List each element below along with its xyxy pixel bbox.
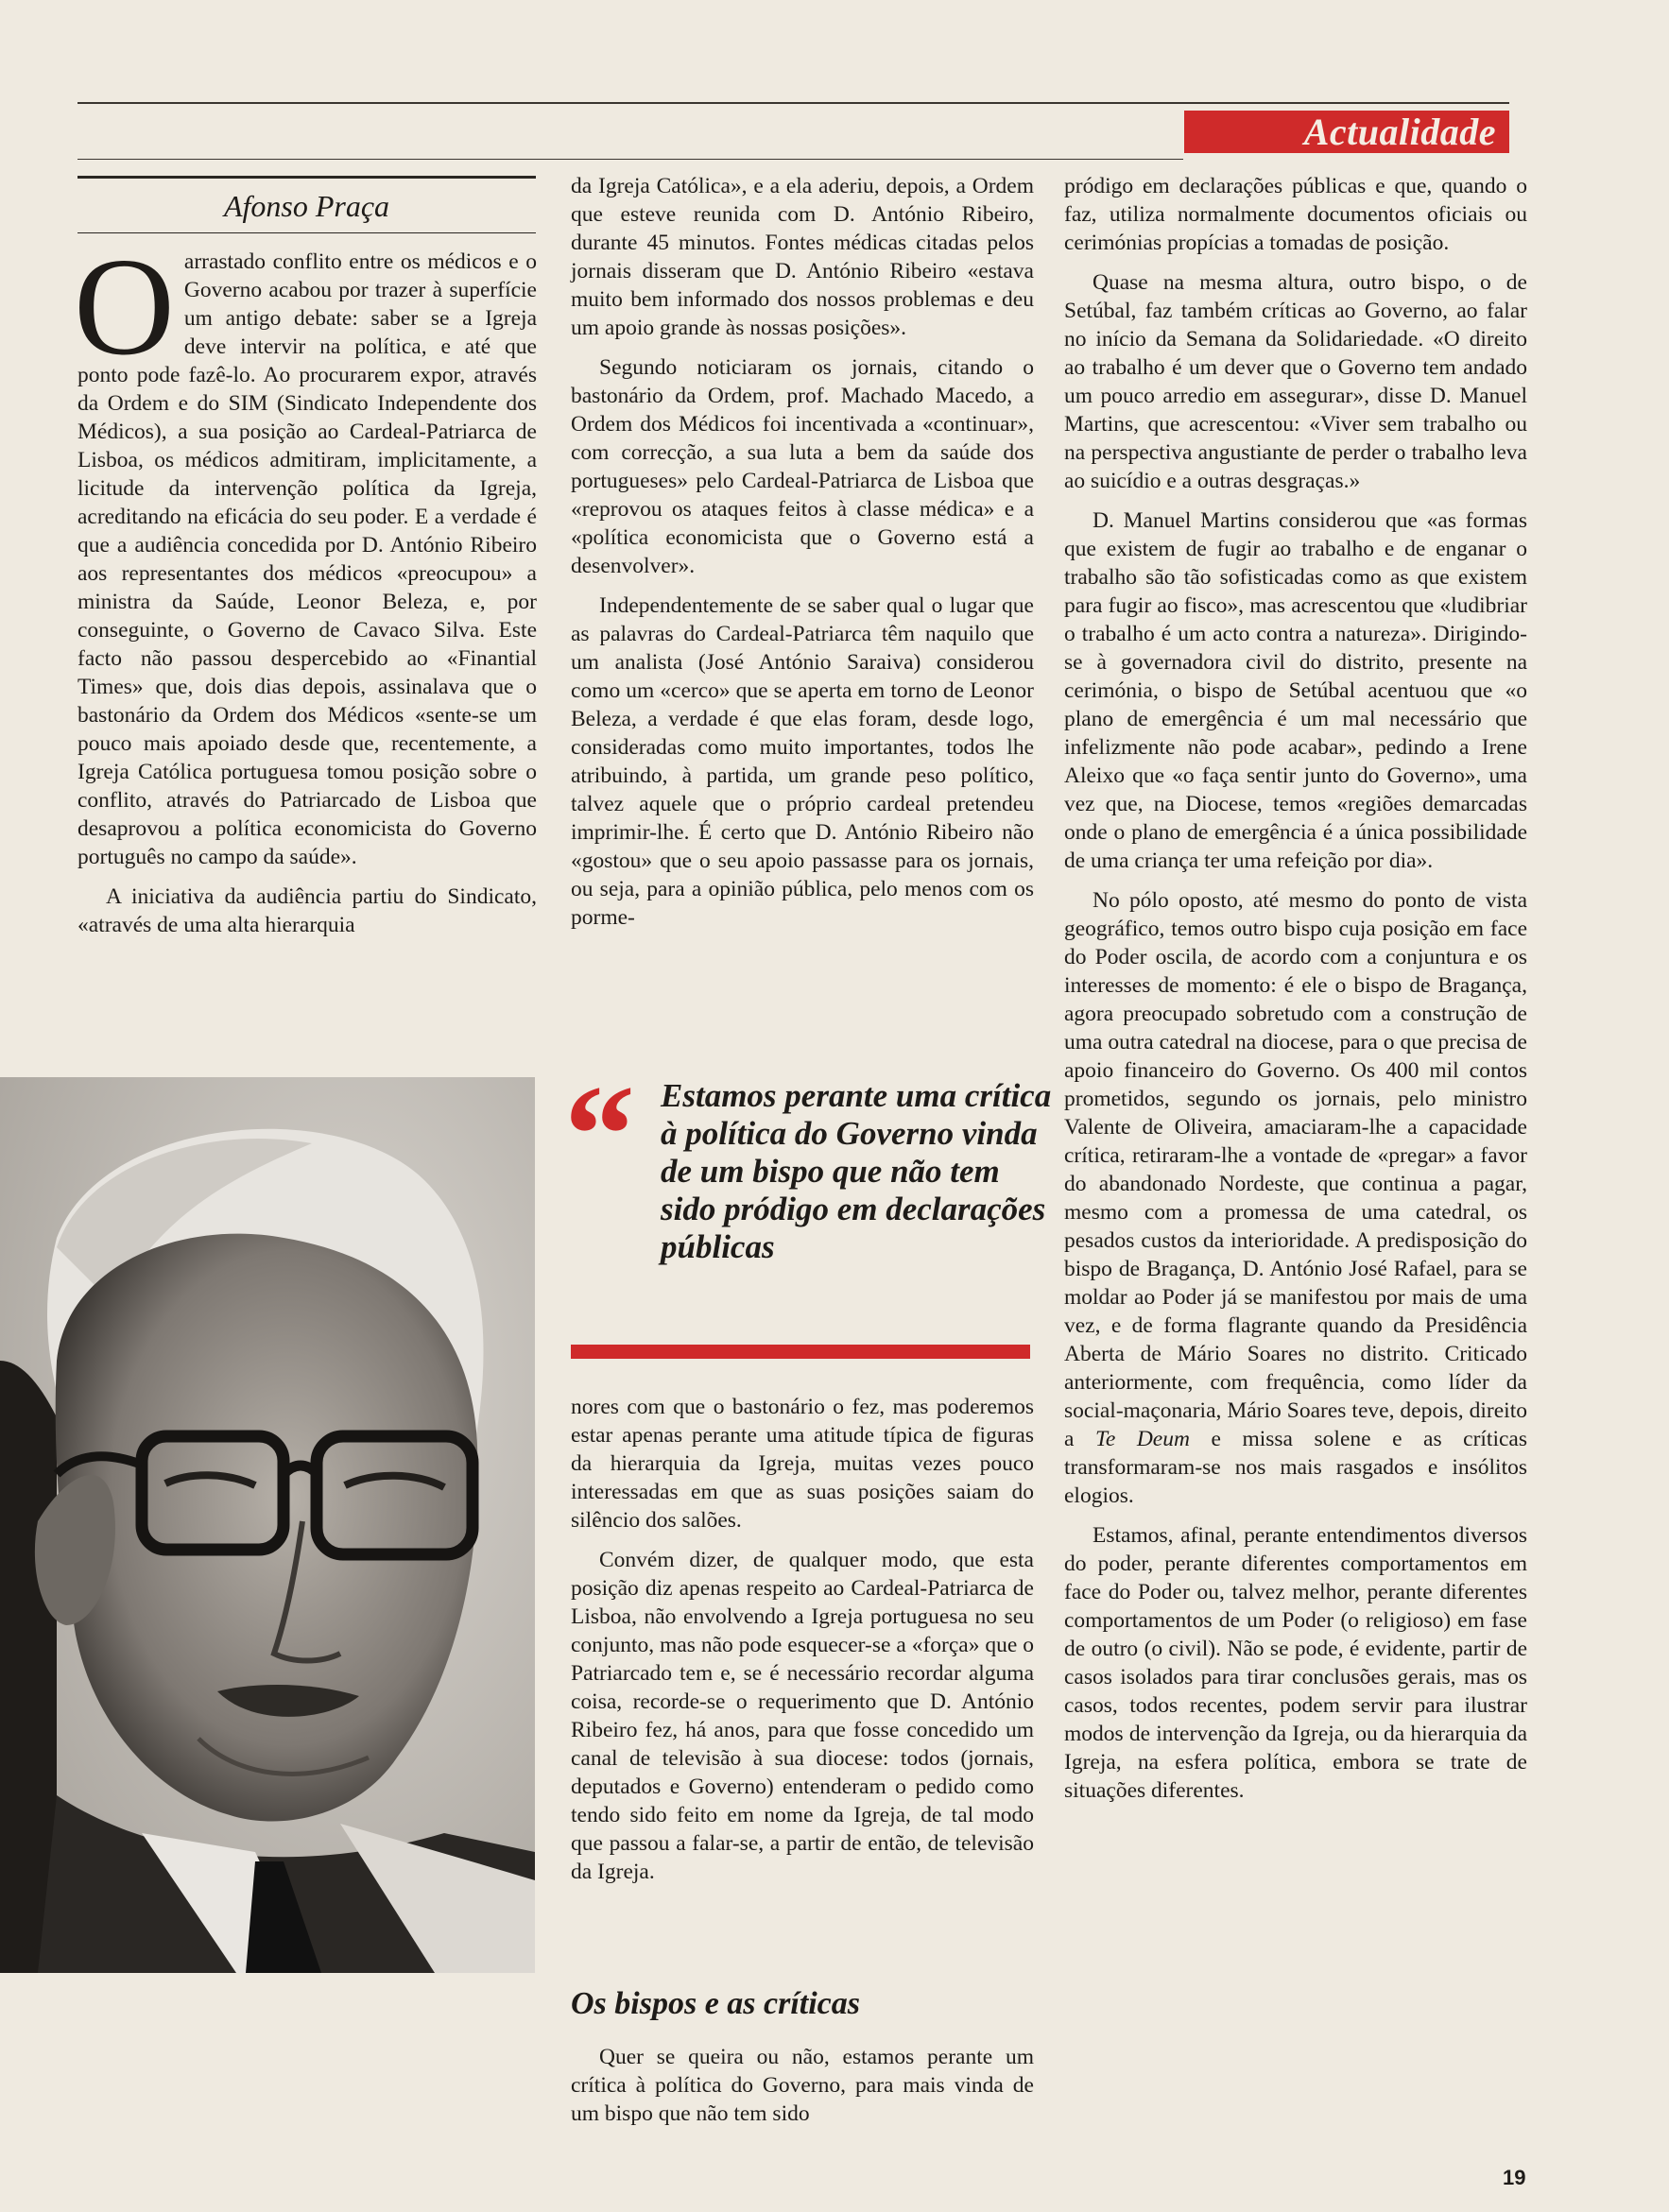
paragraph: Estamos, afinal, perante entendimentos diversos do poder, perante diferentes comportamentos em face do Poder ou, talvez melhor, perante diferentes comportamentos de um Poder (o religioso) em fase de outro (o civil). Não se pode, é evidente, partir de casos isolados para tirar conclusões gerais, mas os casos, todos recentes, podem servir para ilustrar modos de intervenção da Igreja, ou da hierarquia da Igreja, na esfera política, embora se trate de situações diferentes. [1064,1523,1527,1803]
byline-rule-top [77,176,536,179]
italic-title: Te Deum [1094,1427,1190,1451]
paragraph: No pólo oposto, até mesmo do ponto de vista geográfico, temos outro bispo cuja posição em face do Poder oscila, de acordo com a conjuntura e os interesses de momento: é ele o bispo de Bragança, agora preocupado sobretudo com a construção de uma outra catedral na diocese, para o que precisa de apoio financeiro do Governo. Os 400 mil contos prometidos, segundo os jornais, pelo ministro Valente de Oliveira, amaciaram-lhe a capacidade crítica, retiraram-lhe a vontade de «pregar» a favor do abandonado Nordeste, que continua a pagar, mesmo com a promessa de uma catedral, os pesados custos da interioridade. A predisposição do bispo de Bragança, D. António José Rafael, para se moldar ao Poder já se manifestou por mais de uma vez, e de forma flagrante quando da Presidência Aberta de Mário Soares no distrito. Criticado anteriormente, com frequência, como líder da social-maçonaria, Mário Soares teve, depois, direito a Te Deum e missa solene e as críticas transformaram-se nos mais rasgados e insólitos elogios. [1064,888,1527,1508]
paragraph: Convém dizer, de qualquer modo, que esta posição diz apenas respeito ao Cardeal-Patriarca de Lisboa, não envolvendo a Igreja portuguesa no seu conjunto, mas não pode esquecer-se a «força» que o Patriarcado tem e, se é necessário recordar alguma coisa, recorde-se o requerimento que D. António Ribeiro fez, há anos, para que fosse concedido um canal de televisão à sua diocese: todos (jornais, deputados e Governo) entenderam o pedido como tendo sido feito em nome da Igreja, de tal modo que passou a falar-se, a partir de então, de televisão da Igreja. [571,1548,1034,1884]
paragraph: Independentemente de se saber qual o lugar que as palavras do Cardeal-Patriarca têm naquilo que um analista (José António Saraiva) considerou como um «cerco» que se aperta em torno de Leonor Beleza, a verdade é que elas foram, desde logo, consideradas como muito importantes, todos lhe atribuindo, à partida, um grande peso político, talvez aquele que o próprio cardeal pretendeu imprimir-lhe. É certo que D. António Ribeiro não «gostou» que o seu apoio passasse para os jornais, ou seja, para a opinião pública, pelo menos com os porme- [571,593,1034,930]
pull-quote-bar [571,1345,1030,1359]
paragraph: da Igreja Católica», e a ela aderiu, depois, a Ordem que esteve reunida com D. António Ribeiro, durante 45 minutos. Fontes médicas citadas pelos jornais disseram que D. António Ribeiro «estava muito bem informado dos nossos problemas e deu um apoio grande às nossas posições». [571,174,1034,340]
paragraph: pródigo em declarações públicas e que, quando o faz, utiliza normalmente documentos oficiais ou cerimónias propícias a tomadas de posição. [1064,174,1527,255]
byline: Afonso Praça [223,189,390,223]
paragraph: nores com que o bastonário o fez, mas poderemos estar apenas perante uma atitude típica de figuras da hierarquia da Igreja, muitas vezes pouco interessadas em que as suas posições saiam do silêncio dos salões. [571,1395,1034,1533]
paragraph: D. Manuel Martins considerou que «as formas que existem de fugir ao trabalho e de enganar o trabalho são tão sofisticadas como as que existem para fugir ao fisco», mas acrescentou que «ludibriar o trabalho é um acto contra a natureza». Dirigindo-se à governadora civil do distrito, presente na cerimónia, o bispo de Setúbal acentuou que «o plano de emergência é um mal necessário que infelizmente não pode acabar», pedindo a Irene Aleixo que «o faça sentir junto do Governo», uma vez que, na Diocese, temos «regiões demarcadas onde o plano de emergência é a única possibilidade de uma criança ter uma refeição por dia». [1064,508,1527,873]
pull-quote-text: Estamos perante uma crítica à política do Governo vinda de um bispo que não tem sido pródigo em declarações públicas [661,1077,1052,1265]
column-2-end [571,2043,1034,2128]
paragraph: Oarrastado conflito entre os médicos e o Governo acabou por trazer à superfície um antigo debate: saber se a Igreja deve intervir na política, e até que ponto pode fazê-lo. Ao procurarem expor, através da Ordem e do SIM (Sindicato Independente dos Médicos), a sua posição ao Cardeal-Patriarca de Lisboa, os médicos admitiram, implicitamente, a licitude da intervenção política da Igreja, acreditando na eficácia do seu poder. E a verdade é que a audiência concedida por D. António Ribeiro aos representantes dos médicos «preocupou» a ministra da Saúde, Leonor Beleza, e, por conseguinte, o Governo de Cavaco Silva. Este facto não passou despercebido ao «Finantial Times» que, dois dias depois, assinalava que o bastonário da Ordem dos Médicos «sente-se um pouco mais apoiado desde que, recentemente, a Igreja Católica portuguesa tomou posição sobre o conflito, através do Patriarcado de Lisboa que desaprovou a política economicista do Governo português no campo da saúde». [74,230,537,869]
quote-marks-icon: “ [564,1056,635,1213]
section-tag: Actualidade [1184,111,1509,153]
paragraph: Quer se queira ou não, estamos perante um crítica à política do Governo, para mais vinda de um bispo que não tem sido [571,2045,1034,2126]
drop-cap: O [74,230,175,385]
column-3 [1064,172,1527,1805]
column-2-bottom [571,1393,1034,1886]
column-2-top [571,172,1034,932]
subheading: Os bispos e as críticas [571,1986,860,2021]
top-rule [77,102,1509,104]
pull-quote [564,1056,1052,1361]
column-1 [74,230,537,939]
paragraph: Segundo noticiaram os jornais, citando o bastonário da Ordem, prof. Machado Macedo, a Ordem dos Médicos foi incentivada a «continuar», com correcção, a sua luta a bem da saúde dos portugueses» pelo Cardeal-Patriarca de Lisboa que «reprovou os ataques feitos à classe médica» e a «política economicista que o Governo está a desenvolver». [571,355,1034,578]
paragraph: A iniciativa da audiência partiu do Sindicato, «através de uma alta hierarquia [77,884,537,937]
top-rule-thin [77,159,1183,160]
portrait-photo [0,1077,535,1973]
paragraph: Quase na mesma altura, outro bispo, o de Setúbal, faz também críticas ao Governo, ao falar no início da Semana da Solidariedade. «O direito ao trabalho é um dever que o Governo tem andado um pouco arredio em assegurar», disse D. Manuel Martins, que acrescentou: «Viver sem trabalho ou na perspectiva angustiante de perder o trabalho leva ao suicídio e a outras desgraças.» [1064,270,1527,493]
page-number: 19 [1503,2166,1526,2189]
